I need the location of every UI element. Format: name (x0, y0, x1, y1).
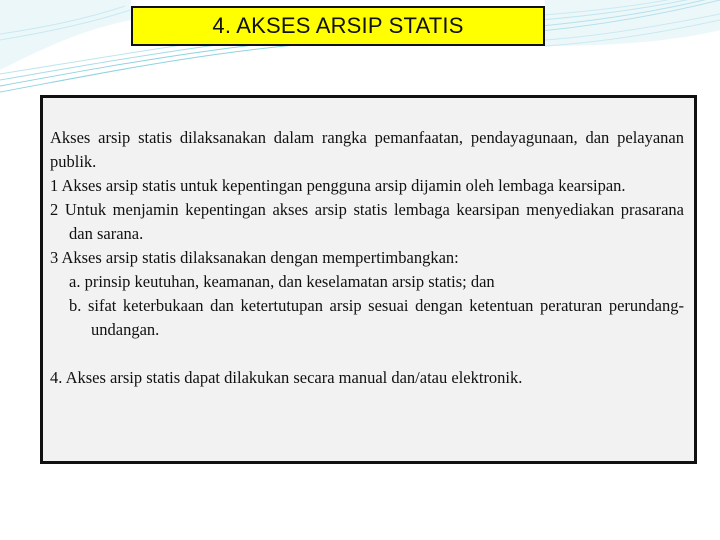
slide-title: 4. AKSES ARSIP STATIS (131, 6, 545, 46)
closing-paragraph: 4. Akses arsip statis dapat dilakukan secara manual dan/atau elektronik. (50, 368, 523, 387)
list-item-3: 3 Akses arsip statis dilaksanakan dengan mempertimbangkan: (50, 248, 459, 267)
content-panel (40, 95, 697, 464)
intro-paragraph: Akses arsip statis dilaksanakan dalam rangka pemanfaatan, pendayagunaan, dan pelayanan publik. (50, 128, 684, 171)
sub-item-b: b. sifat keterbukaan dan ketertutupan arsip sesuai dengan ketentuan peraturan perundang-undangan. (69, 296, 684, 339)
list-item-1: 1 Akses arsip statis untuk kepentingan pengguna arsip dijamin oleh lembaga kearsipan. (50, 176, 626, 195)
list-item-2: 2 Untuk menjamin kepentingan akses arsip statis lembaga kearsipan menyediakan prasarana dan sarana. (50, 200, 684, 243)
sub-item-a: a. prinsip keutuhan, keamanan, dan keselamatan arsip statis; dan (69, 272, 495, 291)
spacer (50, 342, 684, 366)
